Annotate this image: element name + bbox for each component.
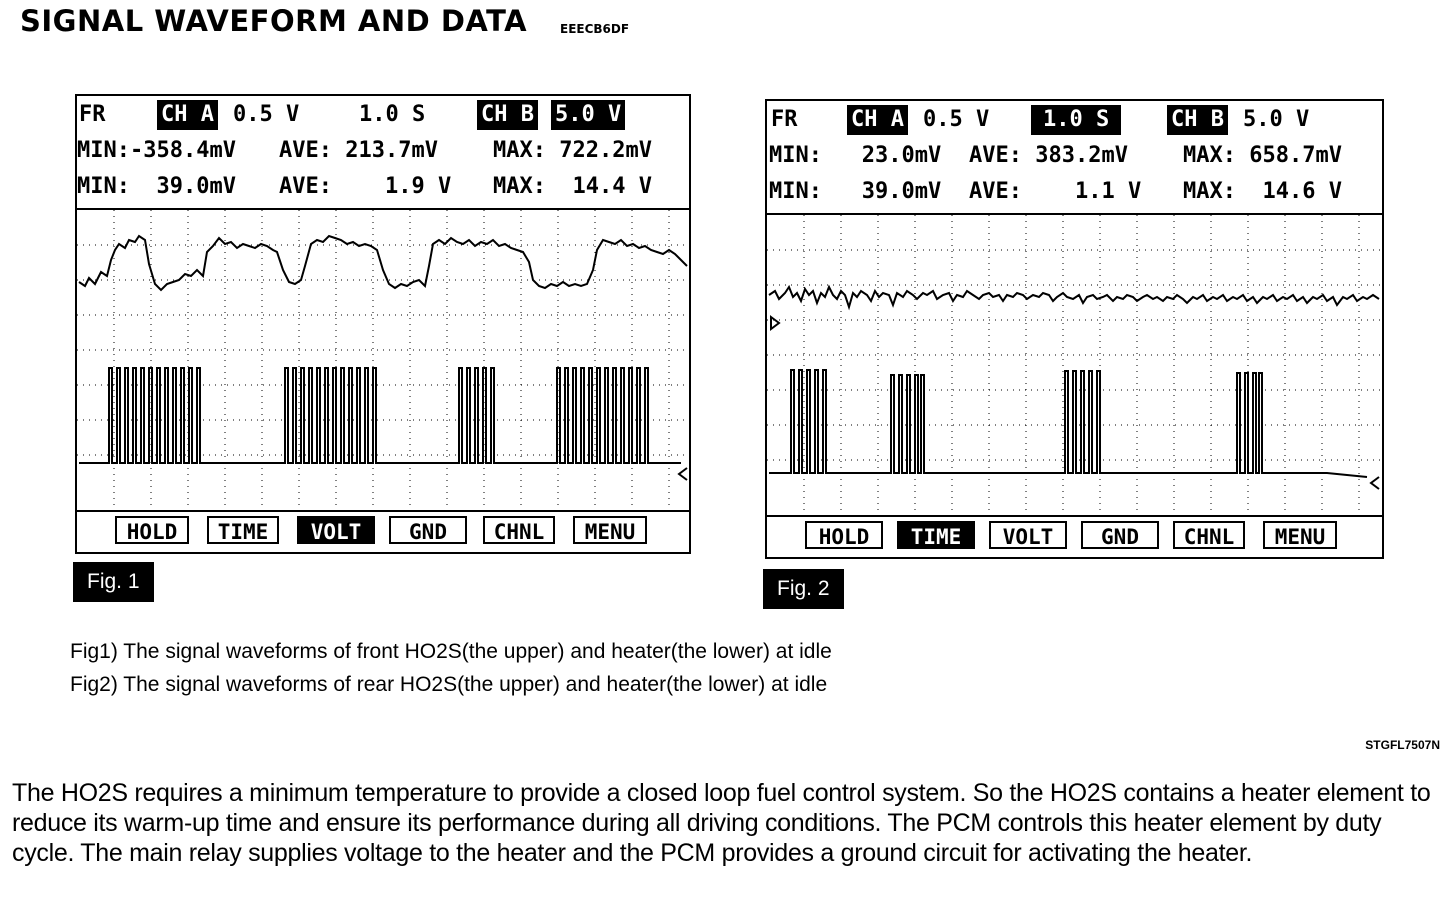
- ch-b-ave: AVE: 1.1 V: [969, 179, 1142, 204]
- volt-button[interactable]: VOLT: [989, 521, 1067, 549]
- scope-display-fig1: [75, 94, 691, 554]
- channel-a-scale: 0.5 V: [233, 102, 300, 127]
- scope-readout: [77, 96, 689, 210]
- o2-sensor-trace: [769, 287, 1379, 307]
- heater-trace: [769, 370, 1367, 477]
- ch-b-min: MIN: 39.0mV: [769, 179, 942, 204]
- scope-button-bar: [77, 510, 689, 552]
- grid: [767, 215, 1382, 513]
- fr-label: FR: [79, 102, 106, 127]
- channel-a-tag: CH A: [847, 105, 908, 135]
- scope-button-bar: [767, 515, 1382, 557]
- time-button[interactable]: TIME: [207, 516, 279, 544]
- waveform-plot: [767, 215, 1382, 513]
- fr-label: FR: [771, 107, 798, 132]
- page-title: SIGNAL WAVEFORM AND DATA: [20, 4, 528, 38]
- scope-readout: [767, 101, 1382, 215]
- ch-b-ground-marker: [1371, 477, 1379, 489]
- waveform-plot: [77, 210, 689, 508]
- document-code: EEECB6DF: [560, 22, 630, 36]
- menu-button[interactable]: MENU: [1263, 521, 1337, 549]
- gnd-button[interactable]: GND: [389, 516, 467, 544]
- o2-sensor-trace: [79, 236, 687, 290]
- volt-button[interactable]: VOLT: [297, 516, 375, 544]
- figure-1-label: Fig. 1: [73, 562, 154, 602]
- ch-a-ave: AVE: 213.7mV: [279, 138, 438, 163]
- ground-marker: [679, 468, 687, 480]
- channel-b-scale: 5.0 V: [1243, 107, 1310, 132]
- reference-code: STGFL7507N: [1365, 738, 1440, 752]
- ch-a-min: MIN:-358.4mV: [77, 138, 236, 163]
- gnd-button[interactable]: GND: [1081, 521, 1159, 549]
- heater-trace: [79, 368, 681, 463]
- ch-b-min: MIN: 39.0mV: [77, 174, 236, 199]
- channel-b-scale: 5.0 V: [551, 100, 625, 130]
- figure-1-caption: Fig1) The signal waveforms of front HO2S(the upper) and heater(the lower) at idle: [70, 640, 832, 663]
- hold-button[interactable]: HOLD: [115, 516, 189, 544]
- ch-a-min: MIN: 23.0mV: [769, 143, 942, 168]
- scope-display-fig2: [765, 99, 1384, 559]
- time-scale: 1.0 S: [359, 102, 426, 127]
- channel-a-tag: CH A: [157, 100, 218, 130]
- ch-a-max: MAX: 658.7mV: [1183, 143, 1342, 168]
- channel-a-scale: 0.5 V: [923, 107, 990, 132]
- menu-button[interactable]: MENU: [573, 516, 647, 544]
- ch-a-max: MAX: 722.2mV: [493, 138, 652, 163]
- ch-b-max: MAX: 14.4 V: [493, 174, 652, 199]
- ch-b-ave: AVE: 1.9 V: [279, 174, 452, 199]
- time-button[interactable]: TIME: [897, 521, 975, 549]
- ch-a-ground-marker: [771, 317, 779, 329]
- channel-b-tag: CH B: [477, 100, 538, 130]
- figure-2-caption: Fig2) The signal waveforms of rear HO2S(the upper) and heater(the lower) at idle: [70, 673, 828, 696]
- figure-2-label: Fig. 2: [763, 569, 844, 609]
- time-scale: 1.0 S: [1031, 105, 1121, 135]
- hold-button[interactable]: HOLD: [805, 521, 883, 549]
- ch-b-max: MAX: 14.6 V: [1183, 179, 1342, 204]
- channel-b-tag: CH B: [1167, 105, 1228, 135]
- ch-a-ave: AVE: 383.2mV: [969, 143, 1128, 168]
- chnl-button[interactable]: CHNL: [483, 516, 555, 544]
- chnl-button[interactable]: CHNL: [1173, 521, 1245, 549]
- description-paragraph: The HO2S requires a minimum temperature to provide a closed loop fuel control system. So the HO2S contains a heater element to reduce its warm-up time and ensure its performance during all driving conditions. The PCM controls this heater element by duty cycle. The main relay supplies voltage to the heater and the PCM provides a ground circuit for activating the heater.: [12, 779, 1431, 867]
